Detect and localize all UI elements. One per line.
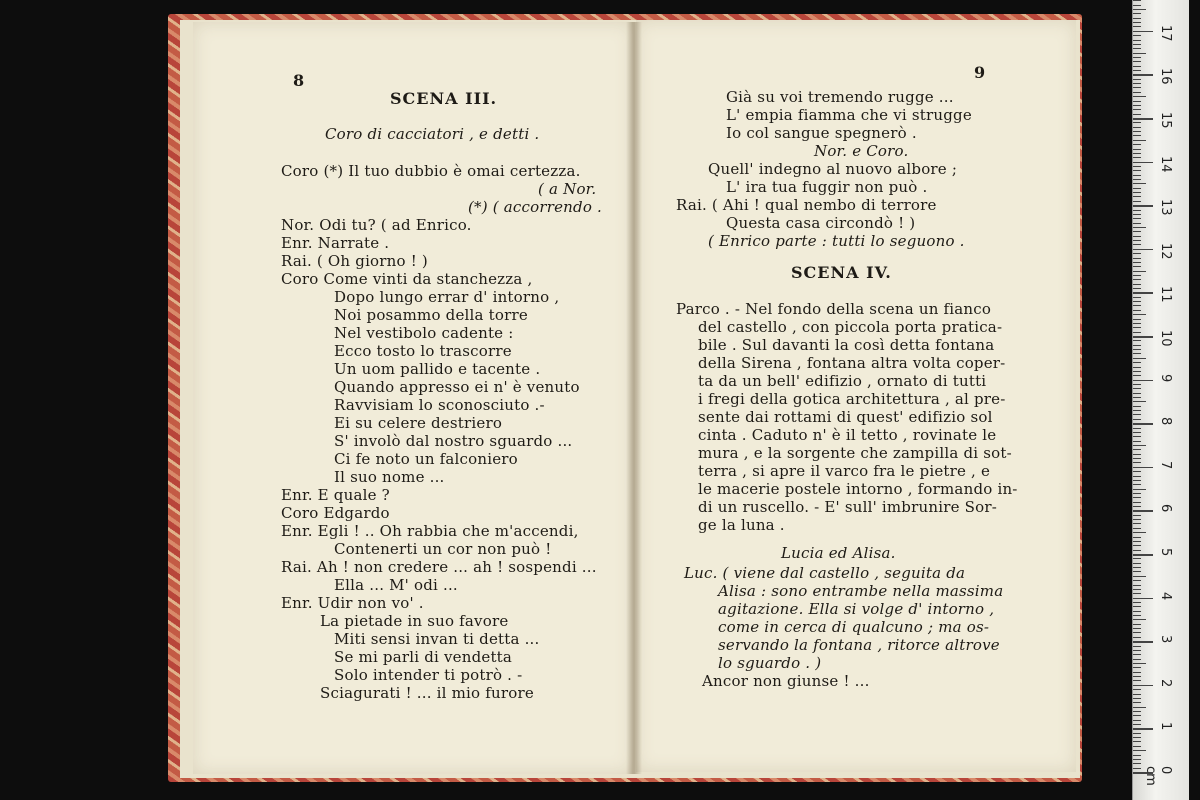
ruler-tick xyxy=(1133,371,1141,372)
left-page-line: Il suo nome ... xyxy=(334,468,445,486)
ruler-tick xyxy=(1133,70,1141,71)
ruler-tick xyxy=(1133,733,1141,734)
ruler-tick xyxy=(1133,340,1141,341)
right-page-line: Rai. ( Ahi ! qual nembo di terrore xyxy=(676,196,937,214)
ruler-tick xyxy=(1133,646,1141,647)
ruler-tick xyxy=(1133,336,1153,338)
left-page-line: Nor. Odi tu? ( ad Enrico. xyxy=(281,216,472,234)
ruler-tick xyxy=(1133,83,1141,84)
ruler-tick xyxy=(1133,118,1153,120)
ruler-tick xyxy=(1133,109,1141,110)
ruler-tick xyxy=(1133,419,1141,420)
ruler-tick xyxy=(1133,114,1141,115)
ruler-tick xyxy=(1133,284,1141,285)
right-page-line: mura , e la sorgente che zampilla di sot- xyxy=(698,444,1012,462)
ruler-tick xyxy=(1133,310,1141,311)
ruler-tick xyxy=(1133,205,1153,207)
left-page-line: Ravvisiam lo sconosciuto .- xyxy=(334,396,545,414)
right-page-line: Io col sangue spegnerò . xyxy=(726,124,917,142)
right-page-line: terra , si apre il varco fra le pietre , e xyxy=(698,462,991,480)
ruler-label: 3 xyxy=(1158,635,1173,644)
ruler-tick xyxy=(1133,741,1141,742)
ruler-tick xyxy=(1133,48,1141,49)
ruler-tick xyxy=(1133,454,1141,455)
left-page-line: Contenerti un cor non può ! xyxy=(334,540,552,558)
right-page-line: servando la fontana , ritorce altrove xyxy=(718,636,1000,654)
right-page-line: Lucia ed Alisa. xyxy=(781,544,896,562)
ruler-tick xyxy=(1133,153,1141,154)
ruler-tick xyxy=(1133,510,1153,512)
ruler-tick xyxy=(1133,393,1141,394)
ruler-tick xyxy=(1133,35,1141,36)
ruler-tick xyxy=(1133,297,1141,298)
ruler-tick xyxy=(1133,449,1141,450)
right-page-line: Già su voi tremendo rugge ... xyxy=(726,88,954,106)
ruler-tick xyxy=(1133,358,1146,359)
ruler-tick xyxy=(1133,236,1141,237)
ruler-tick xyxy=(1133,96,1146,97)
book-gutter xyxy=(626,22,642,774)
ruler-tick xyxy=(1133,301,1141,302)
ruler-label: 12 xyxy=(1158,242,1173,260)
left-page-line: Enr. Narrate . xyxy=(281,234,390,252)
ruler-tick xyxy=(1133,188,1141,189)
ruler-tick xyxy=(1133,650,1141,651)
ruler-tick xyxy=(1133,362,1141,363)
right-page-line: Parco . - Nel fondo della scena un fianco xyxy=(676,300,992,318)
left-page-line: SCENA III. xyxy=(390,89,498,108)
ruler-tick xyxy=(1133,266,1141,267)
left-page-line: Sciagurati ! ... il mio furore xyxy=(320,684,534,702)
ruler-tick xyxy=(1133,210,1141,211)
ruler-tick xyxy=(1133,598,1153,600)
ruler-tick xyxy=(1133,515,1141,516)
ruler-label: 0 cm xyxy=(1143,766,1173,786)
ruler-tick xyxy=(1133,279,1141,280)
ruler-tick xyxy=(1133,305,1141,306)
left-page-line: ( a Nor. xyxy=(538,180,597,198)
ruler-tick xyxy=(1133,44,1141,45)
ruler-tick xyxy=(1133,563,1141,564)
left-page-line: Ecco tosto lo trascorre xyxy=(334,342,512,360)
right-page-line: i fregi della gotica architettura , al pre- xyxy=(698,390,1006,408)
ruler-tick xyxy=(1133,593,1141,594)
measuring-ruler xyxy=(1132,0,1189,800)
ruler-label: 6 xyxy=(1158,504,1173,513)
left-page xyxy=(193,22,633,774)
ruler-tick xyxy=(1133,5,1141,6)
ruler-tick xyxy=(1133,624,1141,625)
ruler-tick xyxy=(1133,676,1141,677)
ruler-tick xyxy=(1133,201,1141,202)
ruler-tick xyxy=(1133,720,1141,721)
ruler-tick xyxy=(1133,689,1141,690)
right-page-line: Alisa : sono entrambe nella massima xyxy=(718,582,1004,600)
ruler-tick xyxy=(1133,384,1141,385)
right-page-line: L' ira tua fuggir non può . xyxy=(726,178,928,196)
ruler-tick xyxy=(1133,57,1141,58)
ruler-tick xyxy=(1133,262,1141,263)
ruler-tick xyxy=(1133,755,1141,756)
left-page-line: Nel vestibolo cadente : xyxy=(334,324,514,342)
ruler-tick xyxy=(1133,192,1141,193)
ruler-tick xyxy=(1133,497,1141,498)
right-page-line: Nor. e Coro. xyxy=(814,142,909,160)
right-page-line: Ancor non giunse ! ... xyxy=(702,672,870,690)
left-page-line: (*) ( accorrendo . xyxy=(468,198,603,216)
right-page xyxy=(636,20,1076,772)
ruler-tick xyxy=(1133,523,1141,524)
ruler-tick xyxy=(1133,414,1141,415)
ruler-tick xyxy=(1133,641,1153,643)
ruler-tick xyxy=(1133,611,1141,612)
left-page-line: Ei su celere destriero xyxy=(334,414,503,432)
ruler-tick xyxy=(1133,0,1141,1)
ruler-tick xyxy=(1133,654,1141,655)
left-page-line: La pietade in suo favore xyxy=(320,612,509,630)
ruler-tick xyxy=(1133,480,1141,481)
ruler-tick xyxy=(1133,532,1146,533)
ruler-tick xyxy=(1133,92,1141,93)
ruler-label: 4 xyxy=(1158,591,1173,600)
ruler-tick xyxy=(1133,345,1141,346)
ruler-tick xyxy=(1133,589,1141,590)
ruler-tick xyxy=(1133,53,1146,54)
ruler-label: 16 xyxy=(1158,68,1173,85)
ruler-tick xyxy=(1133,323,1141,324)
ruler-tick xyxy=(1133,458,1141,459)
left-page-line: S' involò dal nostro sguardo ... xyxy=(334,432,573,450)
ruler-tick xyxy=(1133,580,1141,581)
ruler-tick xyxy=(1133,271,1146,272)
ruler-tick xyxy=(1133,406,1141,407)
ruler-tick xyxy=(1133,127,1141,128)
ruler-tick xyxy=(1133,144,1141,145)
ruler-tick xyxy=(1133,502,1141,503)
ruler-label: 14 xyxy=(1158,155,1173,173)
ruler-label: 17 xyxy=(1158,24,1173,42)
ruler-tick xyxy=(1133,314,1146,315)
ruler-tick xyxy=(1133,367,1141,368)
ruler-label: 15 xyxy=(1158,112,1173,129)
ruler-tick xyxy=(1133,218,1141,219)
ruler-tick xyxy=(1133,484,1141,485)
right-page-line: Questa casa circondò ! ) xyxy=(726,214,916,232)
ruler-tick xyxy=(1133,101,1141,102)
ruler-tick xyxy=(1133,249,1153,251)
ruler-tick xyxy=(1133,170,1141,171)
ruler-tick xyxy=(1133,74,1153,76)
ruler-tick xyxy=(1133,244,1141,245)
ruler-label: 7 xyxy=(1158,460,1173,470)
ruler-tick xyxy=(1133,179,1141,180)
ruler-tick xyxy=(1133,223,1141,224)
ruler-tick xyxy=(1133,166,1141,167)
ruler-tick xyxy=(1133,140,1146,141)
ruler-label: 2 xyxy=(1158,678,1173,688)
ruler-tick xyxy=(1133,353,1141,354)
right-page-line: ( Enrico parte : tutti lo seguono . xyxy=(708,232,965,250)
right-page-line: L' empia fiamma che vi strugge xyxy=(726,106,972,124)
left-page-line: Ella ... M' odi ... xyxy=(334,576,458,594)
ruler-tick xyxy=(1133,519,1141,520)
ruler-tick xyxy=(1133,288,1141,289)
left-page-line: Enr. E quale ? xyxy=(281,486,390,504)
left-page-line: Se mi parli di vendetta xyxy=(334,648,513,666)
ruler-tick xyxy=(1133,659,1141,660)
ruler-tick xyxy=(1133,31,1153,33)
ruler-tick xyxy=(1133,585,1141,586)
ruler-tick xyxy=(1133,702,1141,703)
ruler-tick xyxy=(1133,711,1141,712)
ruler-tick xyxy=(1133,388,1141,389)
ruler-tick xyxy=(1133,436,1141,437)
ruler-tick xyxy=(1133,768,1141,769)
ruler-tick xyxy=(1133,380,1153,382)
ruler-tick xyxy=(1133,606,1141,607)
page-number-left: 8 xyxy=(293,71,305,90)
ruler-tick xyxy=(1133,441,1141,442)
ruler-tick xyxy=(1133,750,1146,751)
ruler-tick xyxy=(1133,131,1141,132)
ruler-tick xyxy=(1133,628,1141,629)
ruler-tick xyxy=(1133,471,1141,472)
right-page-line: le macerie postele intorno , formando in- xyxy=(698,480,1018,498)
ruler-label: 8 xyxy=(1158,417,1173,426)
right-page-line: sente dai rottami di quest' edifizio sol xyxy=(698,408,993,426)
left-page-line: Miti sensi invan ti detta ... xyxy=(334,630,540,648)
ruler-tick xyxy=(1133,602,1141,603)
ruler-tick xyxy=(1133,567,1141,568)
ruler-tick xyxy=(1133,707,1146,708)
ruler-tick xyxy=(1133,162,1153,164)
ruler-tick xyxy=(1133,410,1141,411)
ruler-tick xyxy=(1133,149,1141,150)
ruler-tick xyxy=(1133,576,1146,577)
right-page-line: lo sguardo . ) xyxy=(718,654,822,672)
ruler-tick xyxy=(1133,18,1141,19)
ruler-tick xyxy=(1133,157,1141,158)
ruler-tick xyxy=(1133,9,1146,10)
ruler-tick xyxy=(1133,476,1141,477)
left-page-line: Ci fe noto un falconiero xyxy=(334,450,518,468)
ruler-tick xyxy=(1133,66,1141,67)
ruler-tick xyxy=(1133,541,1141,542)
ruler-tick xyxy=(1133,231,1141,232)
ruler-tick xyxy=(1133,746,1141,747)
ruler-tick xyxy=(1133,332,1141,333)
ruler-tick xyxy=(1133,240,1141,241)
ruler-tick xyxy=(1133,122,1141,123)
left-page-line: Enr. Udir non vo' . xyxy=(281,594,424,612)
ruler-tick xyxy=(1133,319,1141,320)
ruler-tick xyxy=(1133,375,1141,376)
ruler-tick xyxy=(1133,87,1141,88)
ruler-tick xyxy=(1133,253,1141,254)
ruler-tick xyxy=(1133,615,1141,616)
left-page-line: Rai. Ah ! non credere ... ah ! sospendi ... xyxy=(281,558,597,576)
ruler-tick xyxy=(1133,327,1141,328)
ruler-tick xyxy=(1133,26,1141,27)
ruler-tick xyxy=(1133,175,1141,176)
ruler-tick xyxy=(1133,715,1141,716)
ruler-tick xyxy=(1133,571,1141,572)
ruler-tick xyxy=(1133,423,1153,425)
left-page-line: Un uom pallido e tacente . xyxy=(334,360,541,378)
ruler-tick xyxy=(1133,698,1141,699)
ruler-tick xyxy=(1133,401,1146,402)
ruler-tick xyxy=(1133,672,1141,673)
ruler-tick xyxy=(1133,528,1141,529)
left-page-line: Solo intender ti potrò . - xyxy=(334,666,523,684)
ruler-label: 10 xyxy=(1158,330,1173,347)
ruler-tick xyxy=(1133,22,1141,23)
ruler-tick xyxy=(1133,79,1141,80)
ruler-tick xyxy=(1133,462,1141,463)
ruler-tick xyxy=(1133,292,1153,294)
ruler-tick xyxy=(1133,506,1141,507)
right-page-line: come in cerca di qualcuno ; ma os- xyxy=(718,618,990,636)
ruler-tick xyxy=(1133,545,1141,546)
ruler-tick xyxy=(1133,227,1146,228)
right-page-line: SCENA IV. xyxy=(791,263,892,282)
ruler-label: 1 xyxy=(1158,722,1173,731)
ruler-tick xyxy=(1133,724,1141,725)
ruler-tick xyxy=(1133,763,1141,764)
ruler-tick xyxy=(1133,467,1153,469)
ruler-tick xyxy=(1133,728,1153,730)
ruler-tick xyxy=(1133,737,1141,738)
ruler-tick xyxy=(1133,554,1153,556)
ruler-tick xyxy=(1133,428,1141,429)
right-page-line: di un ruscello. - E' sull' imbrunire Sor- xyxy=(698,498,997,516)
ruler-tick xyxy=(1133,619,1146,620)
left-page-line: Enr. Egli ! .. Oh rabbia che m'accendi, xyxy=(281,522,579,540)
ruler-tick xyxy=(1133,663,1146,664)
left-page-line: Rai. ( Oh giorno ! ) xyxy=(281,252,428,270)
ruler-tick xyxy=(1133,349,1141,350)
ruler-tick xyxy=(1133,105,1141,106)
right-page-line: del castello , con piccola porta pratica- xyxy=(698,318,1003,336)
ruler-tick xyxy=(1133,489,1146,490)
left-page-line: Dopo lungo errar d' intorno , xyxy=(334,288,560,306)
right-page-line: cinta . Caduto n' è il tetto , rovinate le xyxy=(698,426,997,444)
right-page-line: Quell' indegno al nuovo albore ; xyxy=(708,160,958,178)
ruler-tick xyxy=(1133,13,1141,14)
right-page-line: ta da un bell' edifizio , ornato di tutti xyxy=(698,372,987,390)
ruler-tick xyxy=(1133,759,1141,760)
ruler-tick xyxy=(1133,637,1141,638)
left-page-line: Coro Edgardo xyxy=(281,504,390,522)
ruler-tick xyxy=(1133,694,1141,695)
page-number-right: 9 xyxy=(974,63,986,82)
ruler-tick xyxy=(1133,183,1146,184)
right-page-line: bile . Sul davanti la così detta fontana xyxy=(698,336,995,354)
ruler-tick xyxy=(1133,196,1141,197)
ruler-tick xyxy=(1133,558,1141,559)
ruler-tick xyxy=(1133,275,1141,276)
ruler-label: 9 xyxy=(1158,373,1173,382)
left-page-line: Coro di cacciatori , e detti . xyxy=(325,125,540,143)
right-page-line: agitazione. Ella si volge d' intorno , xyxy=(718,600,995,618)
right-page-line: della Sirena , fontana altra volta coper- xyxy=(698,354,1006,372)
ruler-tick xyxy=(1133,214,1141,215)
ruler-tick xyxy=(1133,632,1141,633)
ruler-tick xyxy=(1133,680,1141,681)
ruler-tick xyxy=(1133,40,1141,41)
ruler-tick xyxy=(1133,445,1146,446)
ruler-tick xyxy=(1133,258,1141,259)
left-page-line: Coro Come vinti da stanchezza , xyxy=(281,270,533,288)
right-page-line: Luc. ( viene dal castello , seguita da xyxy=(684,564,966,582)
ruler-label: 13 xyxy=(1158,199,1173,216)
ruler-tick xyxy=(1133,61,1141,62)
ruler-tick xyxy=(1133,397,1141,398)
ruler-tick xyxy=(1133,550,1141,551)
ruler-label: 5 xyxy=(1158,548,1173,557)
left-page-line: Noi posammo della torre xyxy=(334,306,528,324)
ruler-label: 11 xyxy=(1158,286,1173,303)
right-page-line: ge la luna . xyxy=(698,516,785,534)
ruler-tick xyxy=(1133,432,1141,433)
ruler-tick xyxy=(1133,667,1141,668)
left-page-line: Coro (*) Il tuo dubbio è omai certezza. xyxy=(281,162,581,180)
ruler-tick xyxy=(1133,537,1141,538)
ruler-tick xyxy=(1133,135,1141,136)
ruler-tick xyxy=(1133,493,1141,494)
ruler-tick xyxy=(1133,685,1153,687)
left-page-line: Quando appresso ei n' è venuto xyxy=(334,378,580,396)
